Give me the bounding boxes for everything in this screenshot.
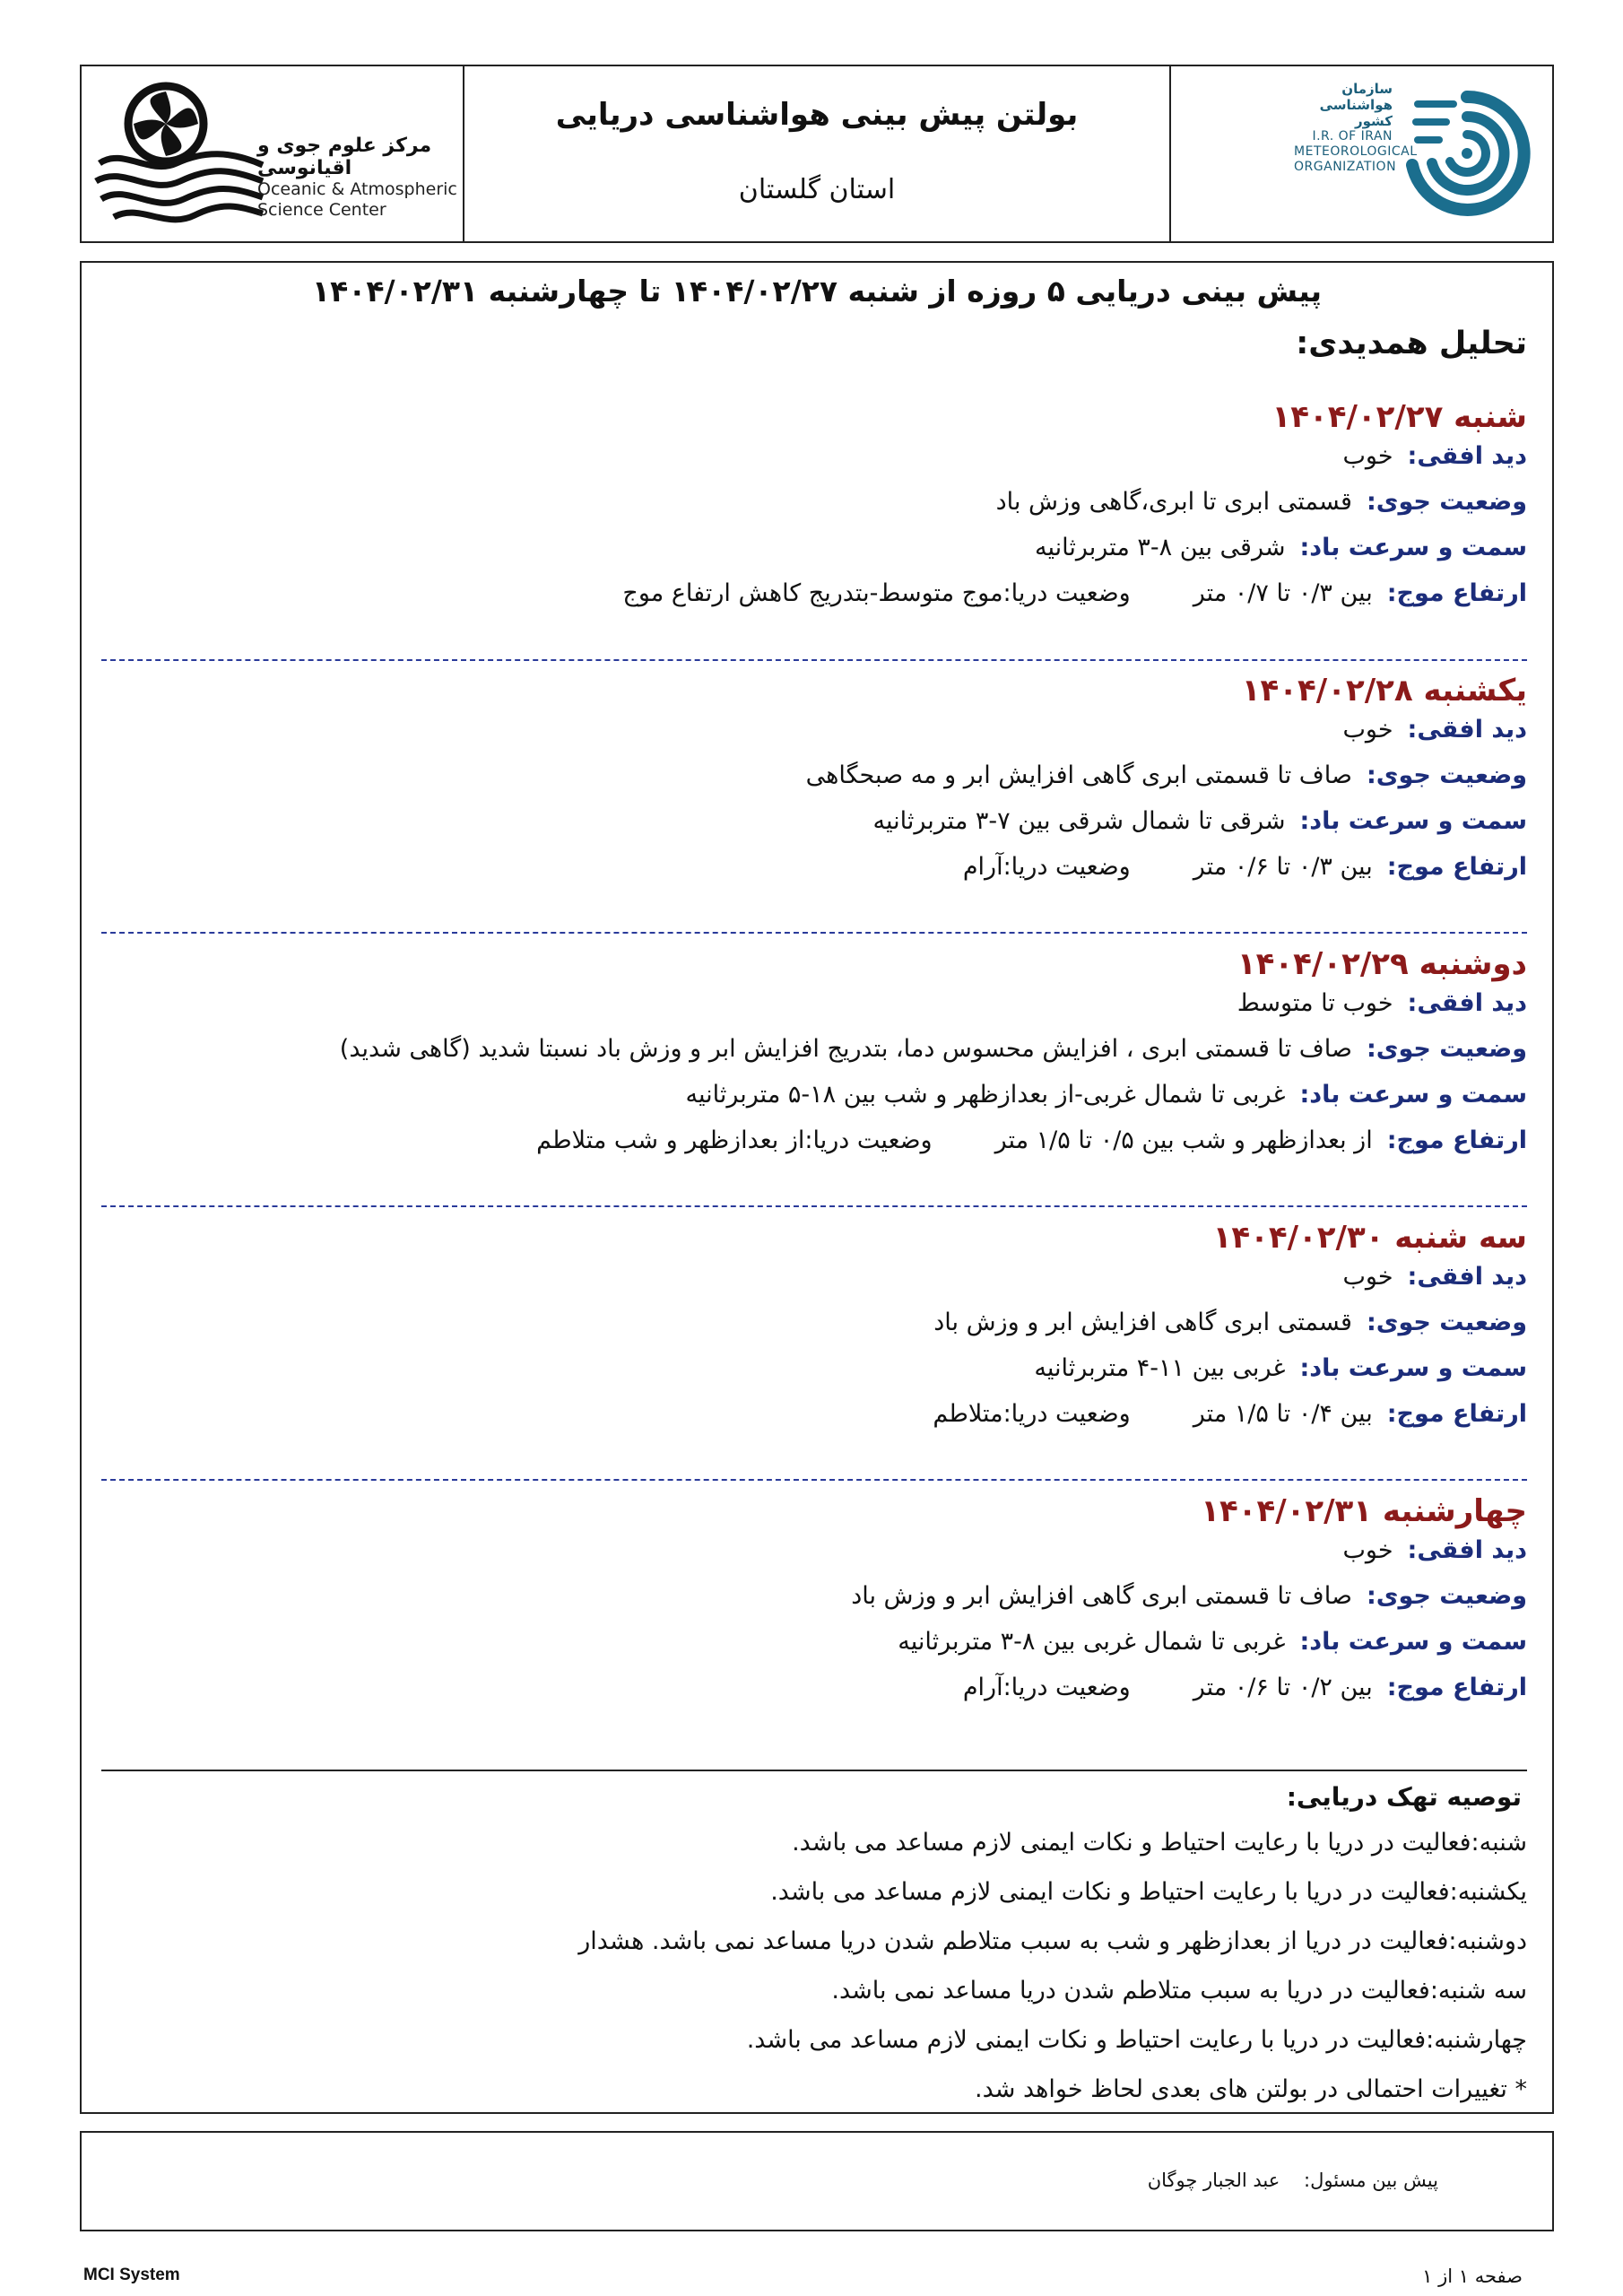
responsible-forecaster	[82, 2170, 1438, 2191]
advice-line: یکشنبه:فعالیت در دریا با رعایت احتیاط و نکات ایمنی لازم مساعد می باشد.	[770, 1878, 1527, 1906]
wave-value: بین ۰/۲ تا ۰/۶ متر	[1193, 1674, 1373, 1701]
visibility-value: خوب	[1342, 1263, 1393, 1291]
weather-label: وضعیت جوی:	[1366, 761, 1527, 789]
wind-label: سمت و سرعت باد:	[1299, 1628, 1527, 1656]
sea-state-value: وضعیت دریا:متلاطم	[933, 1400, 1131, 1428]
visibility-value: خوب	[1342, 716, 1393, 744]
meteo-logo-cell	[1169, 66, 1552, 241]
weather-value: قسمتی ابری گاهی افزایش ابر و وزش باد	[933, 1309, 1352, 1336]
visibility-label: دید افقی:	[1407, 442, 1527, 470]
day-separator	[101, 1205, 1527, 1207]
weather-label: وضعیت جوی:	[1366, 1309, 1527, 1336]
wave-value: بین ۰/۳ تا ۰/۶ متر	[1193, 853, 1373, 881]
wave-label: ارتفاع موج:	[1386, 579, 1527, 607]
day-forecast-tuesday	[101, 1220, 1527, 1446]
advice-note: * تغییرات احتمالی در بولتن های بعدی لحاظ خواهد شد.	[975, 2075, 1527, 2103]
oceanic-logo-cell	[82, 66, 463, 241]
weather-row	[101, 1309, 1527, 1354]
sea-state-value: وضعیت دریا:آرام	[962, 853, 1131, 881]
visibility-label: دید افقی:	[1407, 989, 1527, 1017]
province-name: استان گلستان	[738, 174, 896, 205]
wind-label: سمت و سرعت باد:	[1299, 807, 1527, 835]
wind-row	[101, 1081, 1527, 1126]
day-title: دوشنبه ۱۴۰۴/۰۲/۲۹	[1237, 946, 1527, 982]
wind-row	[101, 1354, 1527, 1400]
meteo-logo-en2: METEOROLOGICAL	[1294, 144, 1418, 159]
weather-value: صاف تا قسمتی ابری ، افزایش محسوس دما، بتدریج افزایش ابر و وزش باد نسبتا شدید (گاهی شدید)	[339, 1035, 1352, 1063]
oceanic-logo-text	[257, 135, 463, 221]
advice-line: چهارشنبه:فعالیت در دریا با رعایت احتیاط و نکات ایمنی لازم مساعد می باشد.	[746, 2026, 1527, 2054]
oceanic-center-logo-icon	[87, 70, 266, 240]
wind-value: غربی تا شمال غربی-از بعدازظهر و شب بین ۱۸-۵ متربرثانیه	[685, 1081, 1286, 1109]
advice-separator	[101, 1770, 1527, 1771]
meteo-organization-logo-icon	[1400, 86, 1534, 221]
wind-value: غربی بین ۱۱-۴ متربرثانیه	[1034, 1354, 1286, 1382]
wind-row	[101, 534, 1527, 579]
visibility-row	[101, 989, 1527, 1035]
weather-value: صاف تا قسمتی ابری گاهی افزایش ابر و وزش باد	[851, 1582, 1352, 1610]
wind-row	[101, 807, 1527, 853]
wave-label: ارتفاع موج:	[1386, 1674, 1527, 1701]
wave-label: ارتفاع موج:	[1386, 1400, 1527, 1428]
visibility-value: خوب تا متوسط	[1237, 989, 1393, 1017]
visibility-label: دید افقی:	[1407, 716, 1527, 744]
advice-line: شنبه:فعالیت در دریا با رعایت احتیاط و نکات ایمنی لازم مساعد می باشد.	[792, 1829, 1527, 1857]
weather-row	[101, 488, 1527, 534]
visibility-row	[101, 442, 1527, 488]
weather-value: صاف تا قسمتی ابری گاهی افزایش ابر و مه صبحگاهی	[805, 761, 1352, 789]
day-forecast-wednesday	[101, 1493, 1527, 1719]
oceanic-logo-en1: Oceanic & Atmospheric	[257, 179, 457, 199]
page-number: صفحه ۱ از ۱	[1422, 2266, 1523, 2287]
wave-value: بین ۰/۳ تا ۰/۷ متر	[1193, 579, 1373, 607]
wave-row	[101, 1400, 1527, 1446]
oceanic-logo-fa: مرکز علوم جوی و اقیانوسی	[257, 135, 432, 179]
day-forecast-monday	[101, 946, 1527, 1172]
wave-label: ارتفاع موج:	[1386, 1126, 1527, 1154]
weather-row	[101, 1582, 1527, 1628]
day-title: سه شنبه ۱۴۰۴/۰۲/۳۰	[1212, 1220, 1527, 1256]
day-separator	[101, 1479, 1527, 1481]
day-forecast-saturday	[101, 399, 1527, 625]
day-title: شنبه ۱۴۰۴/۰۲/۲۷	[1271, 399, 1527, 435]
responsible-name: عبد الجبار چوگان	[1147, 2170, 1280, 2191]
header-title-cell	[463, 66, 1169, 241]
weather-row	[101, 1035, 1527, 1081]
meteo-logo-en3: ORGANIZATION	[1294, 160, 1397, 174]
wave-value: بین ۰/۴ تا ۱/۵ متر	[1193, 1400, 1373, 1428]
visibility-value: خوب	[1342, 1536, 1393, 1564]
visibility-row	[101, 716, 1527, 761]
sea-state-value: وضعیت دریا:از بعدازظهر و شب متلاطم	[536, 1126, 933, 1154]
wave-row	[101, 579, 1527, 625]
wind-row	[101, 1628, 1527, 1674]
meteo-logo-text	[1294, 81, 1418, 175]
weather-label: وضعیت جوی:	[1366, 1035, 1527, 1063]
wind-label: سمت و سرعت باد:	[1299, 1354, 1527, 1382]
wave-label: ارتفاع موج:	[1386, 853, 1527, 881]
wind-value: شرقی بین ۸-۳ متربرثانیه	[1034, 534, 1286, 561]
responsible-forecaster-box	[80, 2131, 1554, 2231]
marine-advice	[101, 1782, 1527, 2125]
wind-value: غربی تا شمال غربی بین ۸-۳ متربرثانیه	[898, 1628, 1286, 1656]
synoptic-analysis-heading: تحلیل همدیدی:	[1296, 326, 1527, 361]
weather-value: قسمتی ابری تا ابری،گاهی وزش باد	[995, 488, 1352, 516]
bulletin-title: بولتن پیش بینی هواشناسی دریایی	[555, 97, 1079, 133]
wave-row	[101, 1674, 1527, 1719]
sea-state-value: وضعیت دریا:موج متوسط-بتدریج کاهش ارتفاع موج	[622, 579, 1131, 607]
visibility-value: خوب	[1342, 442, 1393, 470]
weather-row	[101, 761, 1527, 807]
forecast-period-title: پیش بینی دریایی ۵ روزه از شنبه ۱۴۰۴/۰۲/۲۷ تا چهارشنبه ۱۴۰۴/۰۲/۳۱	[311, 274, 1323, 309]
wind-label: سمت و سرعت باد:	[1299, 534, 1527, 561]
day-separator	[101, 932, 1527, 934]
wave-value: از بعدازظهر و شب بین ۰/۵ تا ۱/۵ متر	[994, 1126, 1373, 1154]
advice-line: دوشنبه:فعالیت در دریا از بعدازظهر و شب به سبب متلاطم شدن دریا مساعد نمی باشد. هشدار	[578, 1927, 1527, 1955]
wind-label: سمت و سرعت باد:	[1299, 1081, 1527, 1109]
sea-state-value: وضعیت دریا:آرام	[962, 1674, 1131, 1701]
oceanic-logo-en2: Science Center	[257, 200, 386, 220]
meteo-logo-fa: سازمان هواشناسی کشور	[1319, 81, 1393, 129]
bulletin-header	[80, 65, 1554, 243]
day-forecast-sunday	[101, 673, 1527, 899]
wind-value: شرقی تا شمال شرقی بین ۷-۳ متربرثانیه	[872, 807, 1286, 835]
day-title: یکشنبه ۱۴۰۴/۰۲/۲۸	[1241, 673, 1527, 709]
advice-title: توصیه تهک دریایی:	[1286, 1782, 1522, 1812]
visibility-label: دید افقی:	[1407, 1536, 1527, 1564]
wave-row	[101, 1126, 1527, 1172]
forecast-body	[80, 261, 1554, 2114]
meteo-logo-en1: I.R. OF IRAN	[1312, 129, 1393, 144]
system-name: MCI System	[83, 2266, 180, 2284]
visibility-label: دید افقی:	[1407, 1263, 1527, 1291]
weather-label: وضعیت جوی:	[1366, 488, 1527, 516]
responsible-label: پیش بین مسئول:	[1304, 2170, 1438, 2191]
visibility-row	[101, 1536, 1527, 1582]
wave-row	[101, 853, 1527, 899]
weather-label: وضعیت جوی:	[1366, 1582, 1527, 1610]
visibility-row	[101, 1263, 1527, 1309]
advice-line: سه شنبه:فعالیت در دریا به سبب متلاطم شدن دریا مساعد نمی باشد.	[831, 1977, 1527, 2005]
day-separator	[101, 659, 1527, 661]
day-title: چهارشنبه ۱۴۰۴/۰۲/۳۱	[1201, 1493, 1527, 1529]
